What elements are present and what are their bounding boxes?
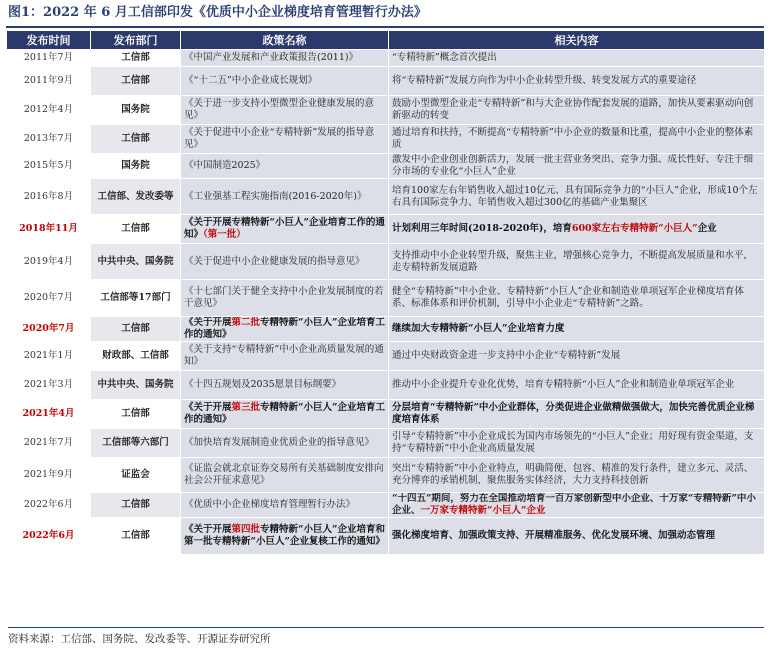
content-text: “十四五”期间，努力在全国推动培育一百万家创新型中小企业、十万家“专精特新”中小企业、 xyxy=(392,493,756,516)
cell-policy-name: 《中国产业发展和产业政策报告(2011)》 xyxy=(181,50,389,67)
cell-dept: 工信部 xyxy=(91,400,181,429)
cell-date: 2020年7月 xyxy=(7,280,91,317)
cell-content: “专精特新”概念首次提出 xyxy=(389,50,765,67)
header-dept: 发布部门 xyxy=(91,31,181,50)
cell-dept: 财政部、工信部 xyxy=(91,342,181,371)
cell-dept: 工信部、发改委等 xyxy=(91,179,181,215)
cell-policy-name xyxy=(181,215,389,244)
cell-content: 通过中央财政资金进一步支持中小企业“专精特新”发展 xyxy=(389,342,765,371)
cell-dept: 工信部等六部门 xyxy=(91,429,181,458)
header-date: 发布时间 xyxy=(7,31,91,50)
table-row xyxy=(7,429,765,458)
cell-content: 鼓励小型微型企业走“专精特新”和与大企业协作配套发展的道路，加快从要素驱动向创新驱动的转变 xyxy=(389,96,765,125)
table-row xyxy=(7,179,765,215)
table-body xyxy=(7,50,765,555)
cell-date: 2019年4月 xyxy=(7,244,91,280)
policy-name-text: 专精特新“小巨人”企业培育工作的通知》 xyxy=(184,317,385,340)
cell-policy-name: 《关于促进中小企业健康发展的指导意见》 xyxy=(181,244,389,280)
policy-name-text: 《关于开展 xyxy=(184,524,232,535)
cell-dept: 中共中央、国务院 xyxy=(91,244,181,280)
table-row xyxy=(7,458,765,493)
cell-content xyxy=(389,215,765,244)
table-row xyxy=(7,154,765,179)
cell-content: 突出“专精特新”中小企业特点，明确简便、包容、精准的发行条件，建立多元、灵活、充分博弈的承销机制，聚焦服务实体经济，大力支持科技创新 xyxy=(389,458,765,493)
cell-content: 强化梯度培育、加强政策支持、开展精准服务、优化发展环境、加强动态管理 xyxy=(389,518,765,555)
content-text: 计划利用三年时间(2018-2020年)，培育 xyxy=(392,223,572,234)
cell-content: 引导“专精特新”中小企业成长为国内市场领先的“小巨人”企业；用好现有资金渠道，支持“专精特新”中小企业高质量发展 xyxy=(389,429,765,458)
table-row xyxy=(7,125,765,154)
cell-dept: 工信部 xyxy=(91,518,181,555)
cell-content: 通过培育和扶持，不断提高“专精特新”中小企业的数量和比重，提高中小企业的整体素质 xyxy=(389,125,765,154)
cell-policy-name: 《关于进一步支持小型微型企业健康发展的意见》 xyxy=(181,96,389,125)
cell-dept: 证监会 xyxy=(91,458,181,493)
table-row xyxy=(7,50,765,67)
cell-date: 2020年7月 xyxy=(7,317,91,342)
policy-name-text: 《关于开展 xyxy=(184,402,232,413)
table-row xyxy=(7,244,765,280)
cell-policy-name: 《加快培育发展制造业优质企业的指导意见》 xyxy=(181,429,389,458)
cell-date: 2013年7月 xyxy=(7,125,91,154)
policy-name-text: 专精特新“小巨人”企业培育和第一批专精特新“小巨人”企业复核工作的通知》 xyxy=(184,524,385,547)
table-row xyxy=(7,317,765,342)
cell-date: 2015年5月 xyxy=(7,154,91,179)
cell-date: 2021年3月 xyxy=(7,371,91,400)
policy-name-highlight: （第一批） xyxy=(203,229,246,240)
content-highlight: 一万家专精特新“小巨人”企业 xyxy=(420,505,546,516)
cell-policy-name: 《中国制造2025》 xyxy=(181,154,389,179)
cell-content xyxy=(389,493,765,518)
cell-dept: 工信部 xyxy=(91,67,181,96)
table-row xyxy=(7,342,765,371)
cell-date: 2021年1月 xyxy=(7,342,91,371)
content-highlight: 600家左右专精特新“小巨人” xyxy=(571,223,698,234)
table-row xyxy=(7,493,765,518)
cell-policy-name: 《十七部门关于健全支持中小企业发展制度的若干意见》 xyxy=(181,280,389,317)
cell-dept: 国务院 xyxy=(91,154,181,179)
cell-policy-name: 《关于促进中小企业“专精特新”发展的指导意见》 xyxy=(181,125,389,154)
cell-content: 分层培育“专精特新”中小企业群体，分类促进企业做精做强做大，加快完善优质企业梯度培育体系 xyxy=(389,400,765,429)
figure-title: 图1：2022 年 6 月工信部印发《优质中小企业梯度培育管理暂行办法》 xyxy=(6,0,764,28)
header-content: 相关内容 xyxy=(389,31,765,50)
table-row xyxy=(7,215,765,244)
cell-content: 支持推动中小企业转型升级，聚焦主业，增强核心竞争力，不断提高发展质量和水平，走专精特新发展道路 xyxy=(389,244,765,280)
header-policy-name: 政策名称 xyxy=(181,31,389,50)
cell-content: 继续加大专精特新“小巨人”企业培育力度 xyxy=(389,317,765,342)
cell-content: 培育100家左右年销售收入超过10亿元、具有国际竞争力的“小巨人”企业，形成10个左右具有国际竞争力、年销售收入超过300亿的基础产业集聚区 xyxy=(389,179,765,215)
cell-policy-name: 《证监会就北京证券交易所有关基础制度安排向社会公开征求意见》 xyxy=(181,458,389,493)
cell-policy-name: 《关于支持“专精特新”中小企业高质量发展的通知》 xyxy=(181,342,389,371)
table-row xyxy=(7,280,765,317)
cell-content: 激发中小企业创业创新活力，发展一批主营业务突出、竞争力强、成长性好、专注于细分市场的专业化“小巨人”企业 xyxy=(389,154,765,179)
cell-dept: 工信部 xyxy=(91,50,181,67)
cell-dept: 工信部等17部门 xyxy=(91,280,181,317)
cell-date: 2022年6月 xyxy=(7,518,91,555)
cell-policy-name: 《工业强基工程实施指南(2016-2020年)》 xyxy=(181,179,389,215)
cell-dept: 中共中央、国务院 xyxy=(91,371,181,400)
table-row xyxy=(7,371,765,400)
cell-content: 将“专精特新”发展方向作为中小企业转型升级、转变发展方式的重要途径 xyxy=(389,67,765,96)
cell-date: 2011年7月 xyxy=(7,50,91,67)
cell-date: 2021年7月 xyxy=(7,429,91,458)
content-text: 企业 xyxy=(697,223,717,234)
table-row xyxy=(7,518,765,555)
policy-name-text: 专精特新“小巨人”企业培育工作的通知》 xyxy=(184,402,385,425)
policy-name-text: 《关于开展专精特新“小巨人”企业培育工作的通知》 xyxy=(184,217,385,240)
cell-date: 2021年9月 xyxy=(7,458,91,493)
source-note: 资料来源：工信部、国务院、发改委等、开源证券研究所 xyxy=(8,627,764,646)
cell-date: 2021年4月 xyxy=(7,400,91,429)
cell-dept: 工信部 xyxy=(91,125,181,154)
cell-date: 2012年4月 xyxy=(7,96,91,125)
policy-name-text: 《关于开展 xyxy=(184,317,232,328)
cell-dept: 国务院 xyxy=(91,96,181,125)
table-row xyxy=(7,67,765,96)
table-row xyxy=(7,400,765,429)
cell-content: 健全“专精特新”中小企业、专精特新“小巨人”企业和制造业单项冠军企业梯度培育体系、标准体系和评价机制，引导中小企业走“专精特新”之路。 xyxy=(389,280,765,317)
table-header-row xyxy=(7,31,765,50)
cell-policy-name xyxy=(181,400,389,429)
policy-table xyxy=(6,30,765,555)
cell-content: 推动中小企业提升专业化优势，培育专精特新“小巨人”企业和制造业单项冠军企业 xyxy=(389,371,765,400)
cell-date: 2011年9月 xyxy=(7,67,91,96)
table-row xyxy=(7,96,765,125)
cell-dept: 工信部 xyxy=(91,317,181,342)
policy-name-highlight: 第三批 xyxy=(231,402,261,413)
cell-policy-name: 《十四五规划及2035愿景目标纲要》 xyxy=(181,371,389,400)
cell-dept: 工信部 xyxy=(91,215,181,244)
cell-policy-name xyxy=(181,518,389,555)
cell-policy-name xyxy=(181,317,389,342)
cell-date: 2018年11月 xyxy=(7,215,91,244)
cell-policy-name: 《“十二五”中小企业成长规划》 xyxy=(181,67,389,96)
cell-dept: 工信部 xyxy=(91,493,181,518)
policy-name-highlight: 第二批 xyxy=(231,317,261,328)
cell-date: 2022年6月 xyxy=(7,493,91,518)
policy-name-highlight: 第四批 xyxy=(231,524,261,535)
cell-policy-name: 《优质中小企业梯度培育管理暂行办法》 xyxy=(181,493,389,518)
cell-date: 2016年8月 xyxy=(7,179,91,215)
